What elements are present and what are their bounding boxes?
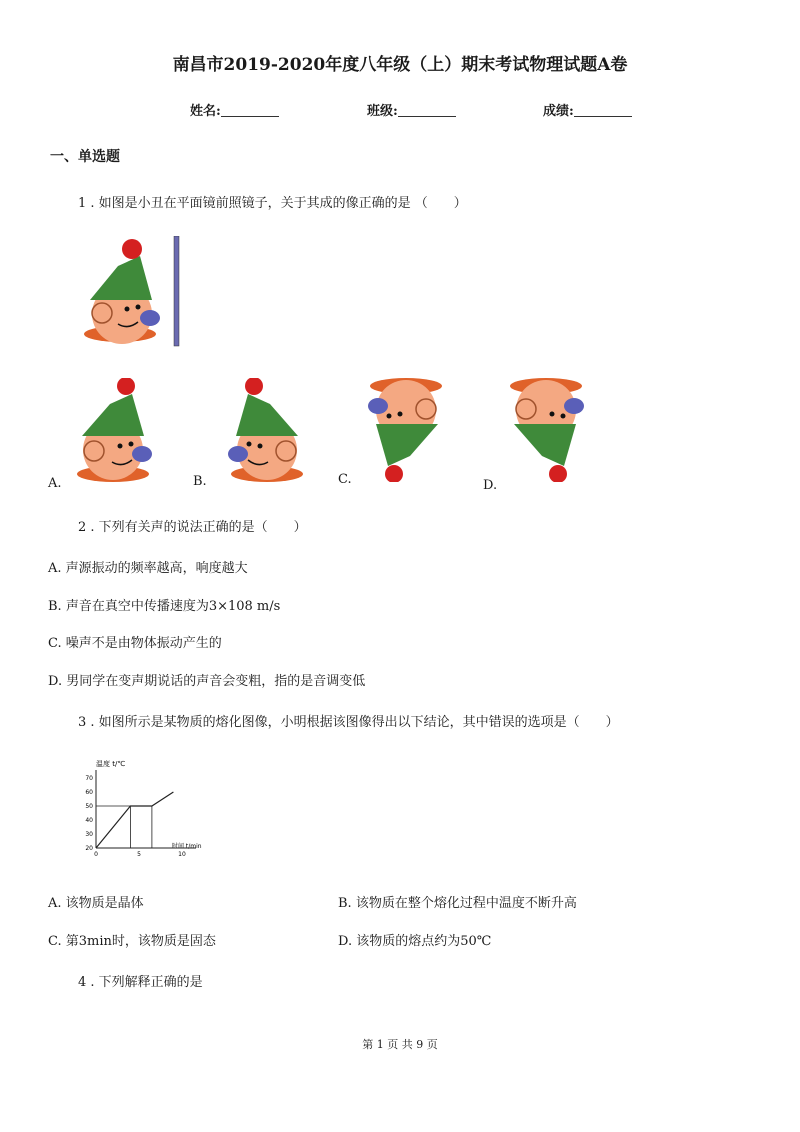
q3-option-a[interactable]: A. 该物质是晶体 — [48, 896, 144, 911]
x-axis-label: 时间 t/min — [172, 843, 202, 850]
clown-with-mirror-figure — [80, 236, 190, 348]
class-blank[interactable] — [398, 103, 456, 117]
mirror — [174, 236, 179, 346]
q1-option-c-label: C. — [338, 472, 352, 487]
q1-option-d-label: D. — [483, 478, 498, 493]
score-label: 成绩: — [543, 104, 574, 119]
q2-option-d[interactable]: D. 男同学在变声期说话的声音会变粗，指的是音调变低 — [48, 674, 366, 689]
page-title: 南昌市2019-2020年度八年级（上）期末考试物理试题A卷 — [172, 55, 628, 75]
q1-option-b-label: B. — [193, 474, 207, 489]
question-3-text: 3 . 如图所示是某物质的熔化图像，小明根据该图像得出以下结论，其中错误的选项是（ ） — [78, 715, 619, 730]
q3-option-b[interactable]: B. 该物质在整个熔化过程中温度不断升高 — [338, 896, 577, 911]
page-footer: 第 1 页 共 9 页 — [362, 1038, 438, 1051]
y-tick-label: 40 — [85, 817, 93, 824]
q3-option-d[interactable]: D. 该物质的熔点约为50℃ — [338, 934, 492, 949]
y-tick-label: 20 — [85, 845, 93, 852]
name-blank[interactable] — [221, 103, 279, 117]
section-title: 一、单选题 — [50, 149, 120, 165]
q1-option-a-label: A. — [48, 476, 62, 491]
y-tick-label: 30 — [85, 831, 93, 838]
y-tick-label: 60 — [85, 789, 93, 796]
option-d-image[interactable] — [504, 378, 588, 482]
score-field — [543, 100, 632, 119]
score-blank[interactable] — [574, 103, 632, 117]
melting-curve-chart — [80, 756, 210, 862]
y-axis-label: 温度 t/℃ — [96, 760, 126, 768]
clown-original — [84, 239, 160, 344]
option-a-image[interactable] — [76, 378, 156, 484]
option-b-image[interactable] — [226, 378, 306, 484]
name-label: 姓名: — [190, 104, 221, 119]
question-1-text: 1 . 如图是小丑在平面镜前照镜子，关于其成的像正确的是 （ ） — [78, 196, 467, 211]
x-tick-label: 0 — [94, 851, 98, 858]
x-tick-label: 5 — [137, 851, 141, 858]
q2-option-c[interactable]: C. 噪声不是由物体振动产生的 — [48, 636, 222, 651]
y-tick-label: 70 — [85, 775, 93, 782]
q3-option-c[interactable]: C. 第3min时，该物质是固态 — [48, 934, 216, 949]
x-tick-label: 10 — [178, 851, 186, 858]
question-2-text: 2 . 下列有关声的说法正确的是（ ） — [78, 520, 307, 535]
option-c-image[interactable] — [364, 378, 448, 482]
q2-option-a[interactable]: A. 声源振动的频率越高，响度越大 — [48, 561, 248, 576]
y-tick-label: 50 — [85, 803, 93, 810]
name-field — [190, 100, 279, 119]
question-4-text: 4 . 下列解释正确的是 — [78, 975, 203, 990]
q2-option-b[interactable]: B. 声音在真空中传播速度为3×108 m/s — [48, 599, 281, 614]
class-field — [367, 100, 456, 119]
temperature-line — [96, 792, 173, 848]
class-label: 班级: — [367, 104, 398, 119]
